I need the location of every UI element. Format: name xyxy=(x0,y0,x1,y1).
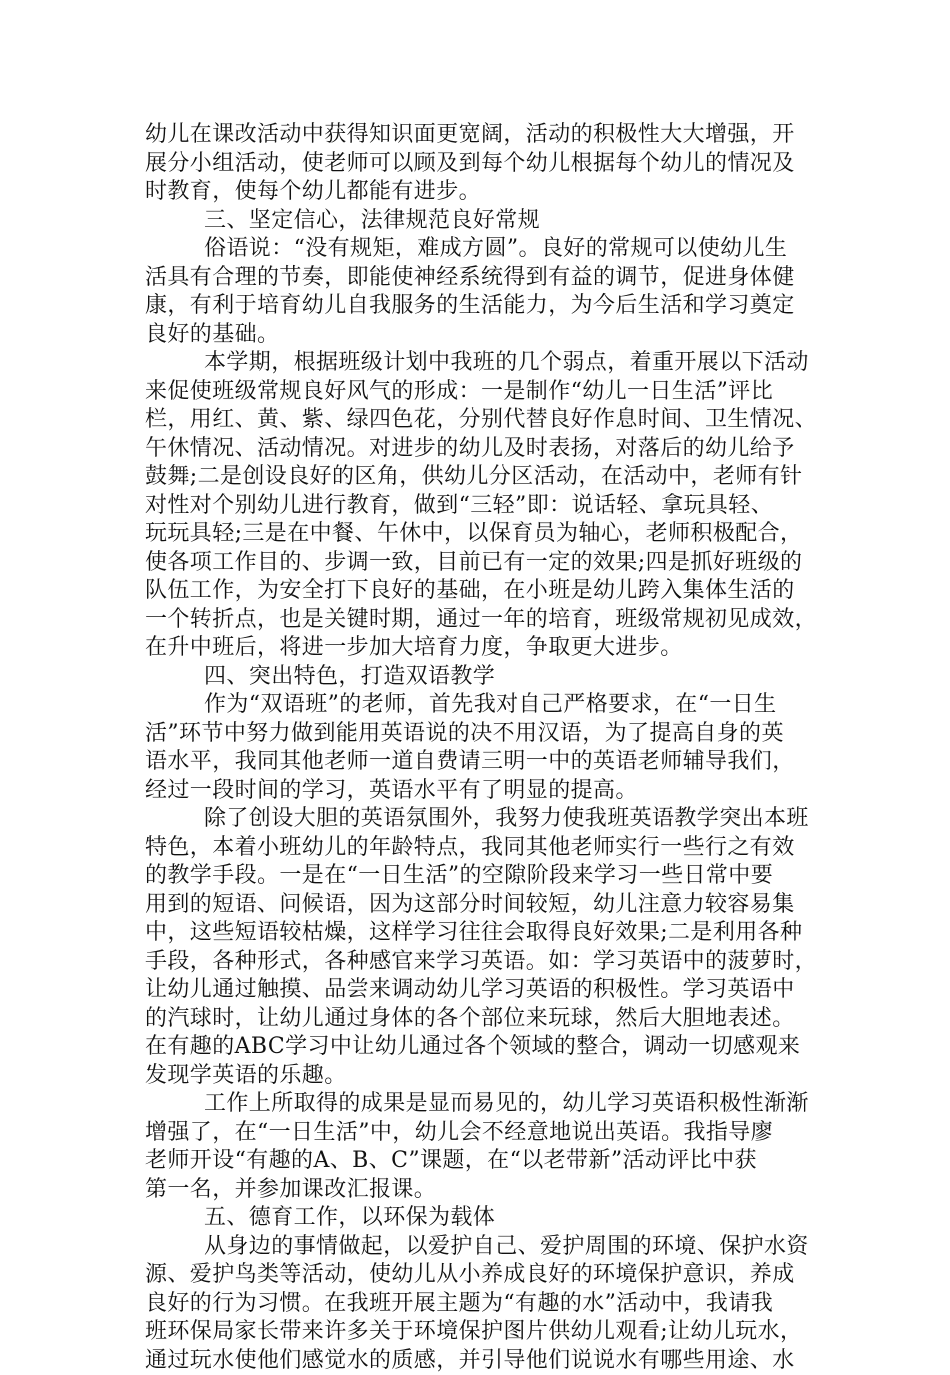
text-line: 康，有利于培育幼儿自我服务的生活能力，为今后生活和学习奠定 xyxy=(145,292,810,321)
paragraph-first-line: 作为“双语班”的老师，首先我对自己严格要求，在“一日生 xyxy=(145,691,810,720)
text-line: 鼓舞;二是创设良好的区角，供幼儿分区活动，在活动中，老师有针 xyxy=(145,463,810,492)
paragraph-first-line: 四、突出特色，打造双语教学 xyxy=(145,663,810,692)
text-line: 经过一段时间的学习，英语水平有了明显的提高。 xyxy=(145,777,810,806)
text-line: 语水平，我同其他老师一道自费请三明一中的英语老师辅导我们， xyxy=(145,748,810,777)
text-line: 来促使班级常规良好风气的形成：一是制作“幼儿一日生活”评比 xyxy=(145,378,810,407)
text-line: 老师开设“有趣的A、B、C”课题，在“以老带新”活动评比中获 xyxy=(145,1147,810,1176)
paragraph-first-line: 三、坚定信心，法律规范良好常规 xyxy=(145,207,810,236)
text-line: 在升中班后，将进一步加大培育力度，争取更大进步。 xyxy=(145,634,810,663)
text-line: 班环保局家长带来许多关于环境保护图片供幼儿观看;让幼儿玩水， xyxy=(145,1318,810,1347)
text-line: 对性对个别幼儿进行教育，做到“三轻”即：说话轻、拿玩具轻、 xyxy=(145,492,810,521)
text-line: 特色，本着小班幼儿的年龄特点，我同其他老师实行一些行之有效 xyxy=(145,834,810,863)
text-line: 队伍工作，为安全打下良好的基础，在小班是幼儿跨入集体生活的 xyxy=(145,577,810,606)
text-line: 午休情况、活动情况。对进步的幼儿及时表扬，对落后的幼儿给予 xyxy=(145,435,810,464)
text-line: 幼儿在课改活动中获得知识面更宽阔，活动的积极性大大增强，开 xyxy=(145,121,810,150)
text-line: 使各项工作目的、步调一致，目前已有一定的效果;四是抓好班级的 xyxy=(145,549,810,578)
paragraph-first-line: 从身边的事情做起，以爱护自己、爱护周围的环境、保护水资 xyxy=(145,1233,810,1262)
text-line: 活具有合理的节奏，即能使神经系统得到有益的调节，促进身体健 xyxy=(145,264,810,293)
text-line: 的汽球时，让幼儿通过身体的各个部位来玩球，然后大胆地表述。 xyxy=(145,1005,810,1034)
text-line: 活”环节中努力做到能用英语说的决不用汉语，为了提高自身的英 xyxy=(145,720,810,749)
paragraph-first-line: 俗语说：“没有规矩，难成方圆”。良好的常规可以使幼儿生 xyxy=(145,235,810,264)
text-line: 展分小组活动，使老师可以顾及到每个幼儿根据每个幼儿的情况及 xyxy=(145,150,810,179)
text-line: 中，这些短语较枯燥，这样学习往往会取得良好效果;二是利用各种 xyxy=(145,919,810,948)
text-line: 的教学手段。一是在“一日生活”的空隙阶段来学习一些日常中要 xyxy=(145,862,810,891)
text-line: 增强了，在“一日生活”中，幼儿会不经意地说出英语。我指导廖 xyxy=(145,1119,810,1148)
text-line: 时教育，使每个幼儿都能有进步。 xyxy=(145,178,810,207)
text-line: 第一名，并参加课改汇报课。 xyxy=(145,1176,810,1205)
text-line: 在有趣的ABC学习中让幼儿通过各个领域的整合，调动一切感观来 xyxy=(145,1033,810,1062)
text-line: 良好的基础。 xyxy=(145,321,810,350)
text-line: 手段，各种形式，各种感官来学习英语。如：学习英语中的菠萝时， xyxy=(145,948,810,977)
text-line: 玩玩具轻;三是在中餐、午休中，以保育员为轴心，老师积极配合， xyxy=(145,520,810,549)
paragraph-first-line: 五、德育工作，以环保为载体 xyxy=(145,1204,810,1233)
text-line: 发现学英语的乐趣。 xyxy=(145,1062,810,1091)
text-line: 源、爱护鸟类等活动，使幼儿从小养成良好的环境保护意识，养成 xyxy=(145,1261,810,1290)
paragraph-first-line: 本学期，根据班级计划中我班的几个弱点，着重开展以下活动 xyxy=(145,349,810,378)
text-line: 用到的短语、问候语，因为这部分时间较短，幼儿注意力较容易集 xyxy=(145,891,810,920)
text-line: 让幼儿通过触摸、品尝来调动幼儿学习英语的积极性。学习英语中 xyxy=(145,976,810,1005)
paragraph-first-line: 除了创设大胆的英语氛围外，我努力使我班英语教学突出本班 xyxy=(145,805,810,834)
text-line: 一个转折点，也是关键时期，通过一年的培育，班级常规初见成效， xyxy=(145,606,810,635)
document-body xyxy=(145,121,810,1375)
text-line: 栏，用红、黄、紫、绿四色花，分别代替良好作息时间、卫生情况、 xyxy=(145,406,810,435)
paragraph-first-line: 工作上所取得的成果是显而易见的，幼儿学习英语积极性渐渐 xyxy=(145,1090,810,1119)
text-line: 良好的行为习惯。在我班开展主题为“有趣的水”活动中，我请我 xyxy=(145,1290,810,1319)
text-line: 通过玩水使他们感觉水的质感，并引导他们说说水有哪些用途、水 xyxy=(145,1347,810,1375)
